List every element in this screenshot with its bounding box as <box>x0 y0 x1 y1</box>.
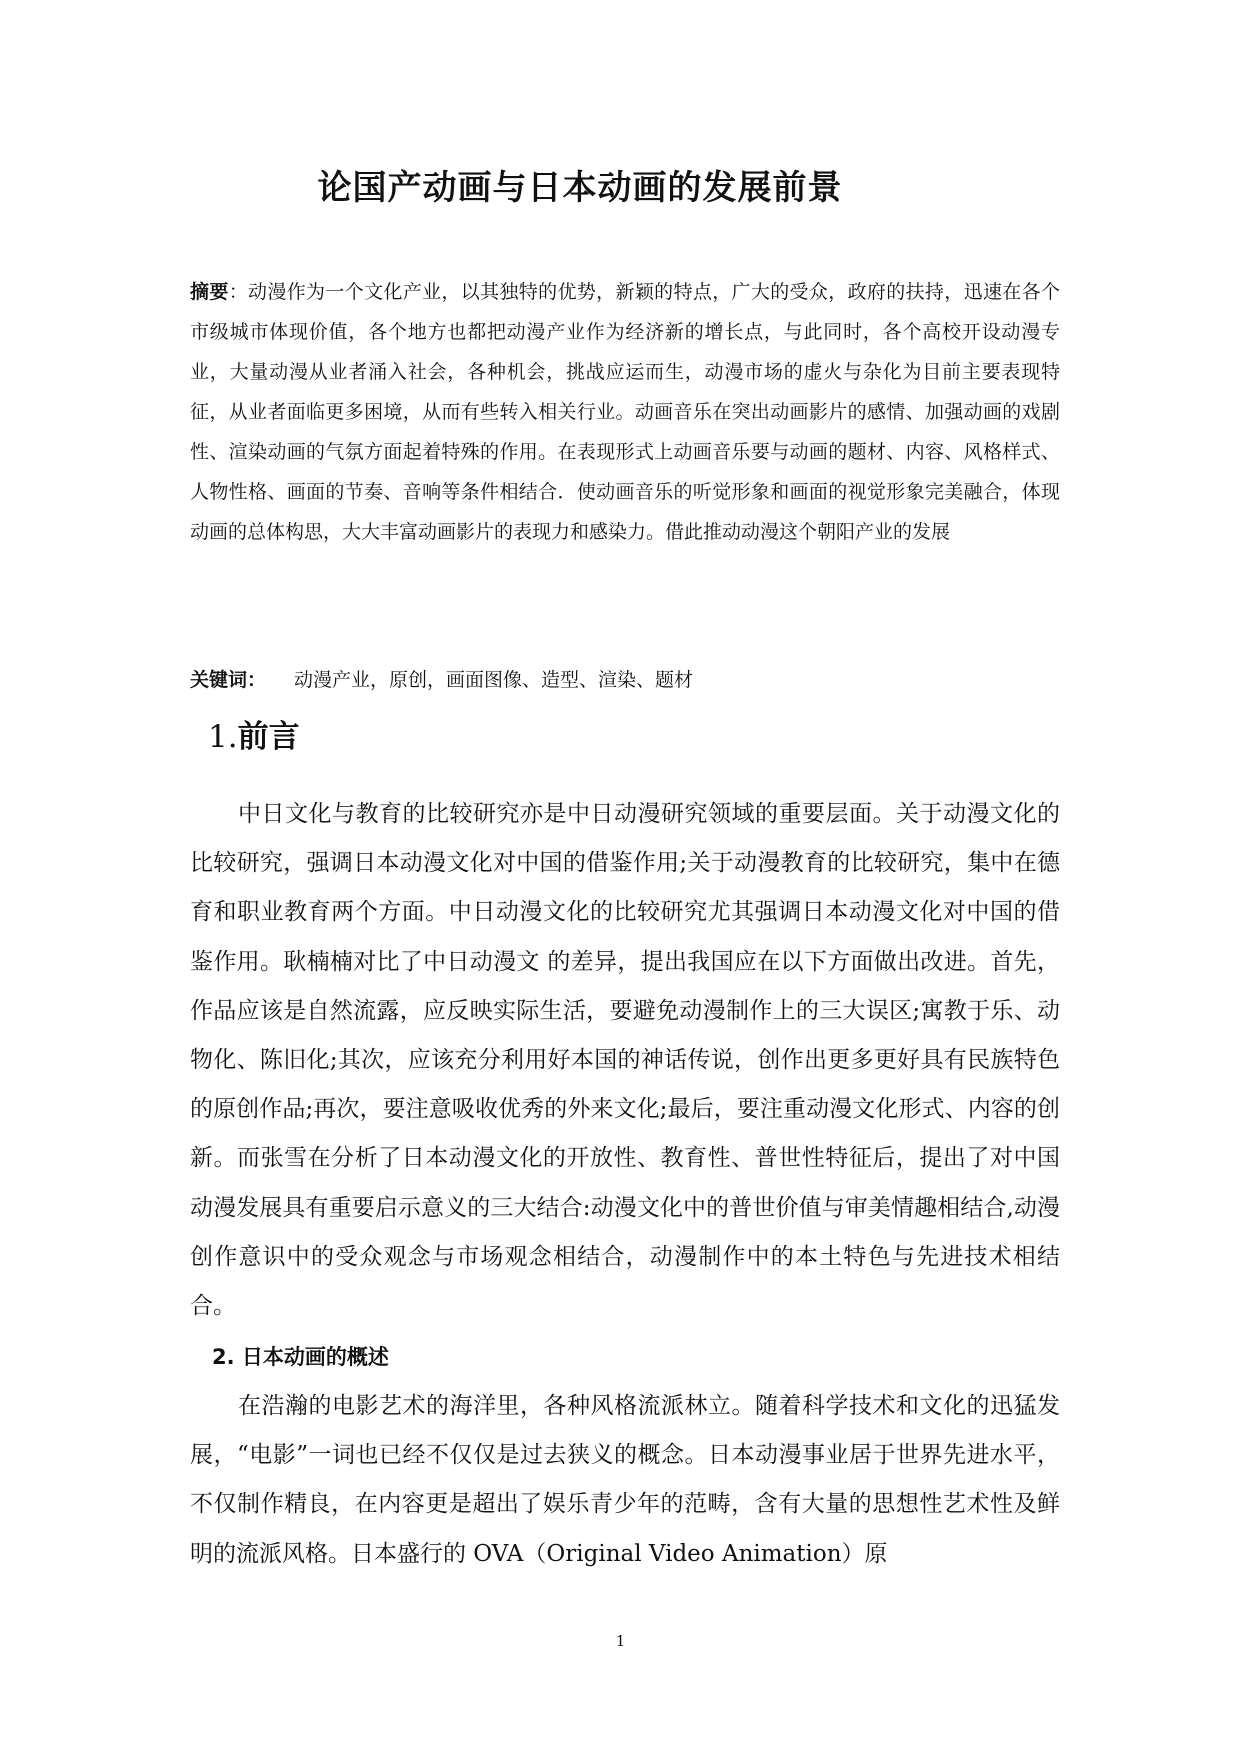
page-number: 1 <box>615 1632 626 1650</box>
abstract-text: 动漫作为一个文化产业，以其独特的优势，新颖的特点，广大的受众，政府的扶持，迅速在各个市级城市体现价值，各个地方也都把动漫产业作为经济新的增长点，与此同时，各个高校开设动漫专业，大量动漫从业者涌入社会，各种机会，挑战应运而生，动漫市场的虚火与杂化为目前主要表现特征，从业者面临更多困境，从而有些转入相关行业。动画音乐在突出动画影片的感情、加强动画的戏剧性、渲染动画的气氛方面起着特殊的作用。在表现形式上动画音乐要与动画的题材、内容、风格样式、人物性格、画面的节奏、音响等条件相结合．使动画音乐的听觉形象和画面的视觉形象完美融合，体现动画的总体构思，大大丰富动画影片的表现力和感染力。借此推动动漫这个朝阳产业的发展 <box>190 281 1060 543</box>
keywords-label: 关键词： <box>190 669 267 691</box>
section-1-paragraph: 中日文化与教育的比较研究亦是中日动漫研究领域的重要层面。关于动漫文化的比较研究，强调日本动漫文化对中国的借鉴作用;关于动漫教育的比较研究，集中在德育和职业教育两个方面。中日动漫文化的比较研究尤其强调日本动漫文化对中国的借鉴作用。耿楠楠对比了中日动漫文 的差异，提出我国应在以下方面做出改进。首先，作品应该是自然流露，应反映实际生活，要避免动漫制作上的三大误区;寓教于乐、动物化、陈旧化;其次，应该充分利用好本国的神话传说，创作出更多更好具有民族特色的原创作品;再次，要注意吸收优秀的外来文化;最后，要注重动漫文化形式、内容的创新。而张雪在分析了日本动漫文化的开放性、教育性、普世性特征后，提出了对中国动漫发展具有重要启示意义的三大结合:动漫文化中的普世价值与审美情趣相结合,动漫创作意识中的受众观念与市场观念相结合，动漫制作中的本土特色与先进技术相结合。 <box>190 801 1060 1320</box>
keywords-text: 动漫产业，原创，画面图像、造型、渲染、题材 <box>294 669 694 691</box>
section-2-paragraph: 在浩瀚的电影艺术的海洋里，各种风格流派林立。随着科学技术和文化的迅猛发展，“电影”一词也已经不仅仅是过去狭义的概念。日本动漫事业居于世界先进水平，不仅制作精良，在内容更是超出了娱乐青少年的范畴，含有大量的思想性艺术性及鲜明的流派风格。日本盛行的 OVA（Original Video Animation）原 <box>190 1393 1060 1567</box>
section-1-title: 前言 <box>237 719 300 755</box>
section-1-number: 1. <box>208 719 238 755</box>
section-2-heading: 2. 日本动画的概述 <box>212 1345 389 1369</box>
abstract-label: 摘要 <box>190 281 229 303</box>
abstract-separator: ： <box>228 281 249 303</box>
document-title: 论国产动画与日本动画的发展前景 <box>317 168 843 208</box>
section-1-heading <box>208 712 300 762</box>
abstract-block <box>190 272 1060 552</box>
keywords-block <box>190 665 1060 695</box>
